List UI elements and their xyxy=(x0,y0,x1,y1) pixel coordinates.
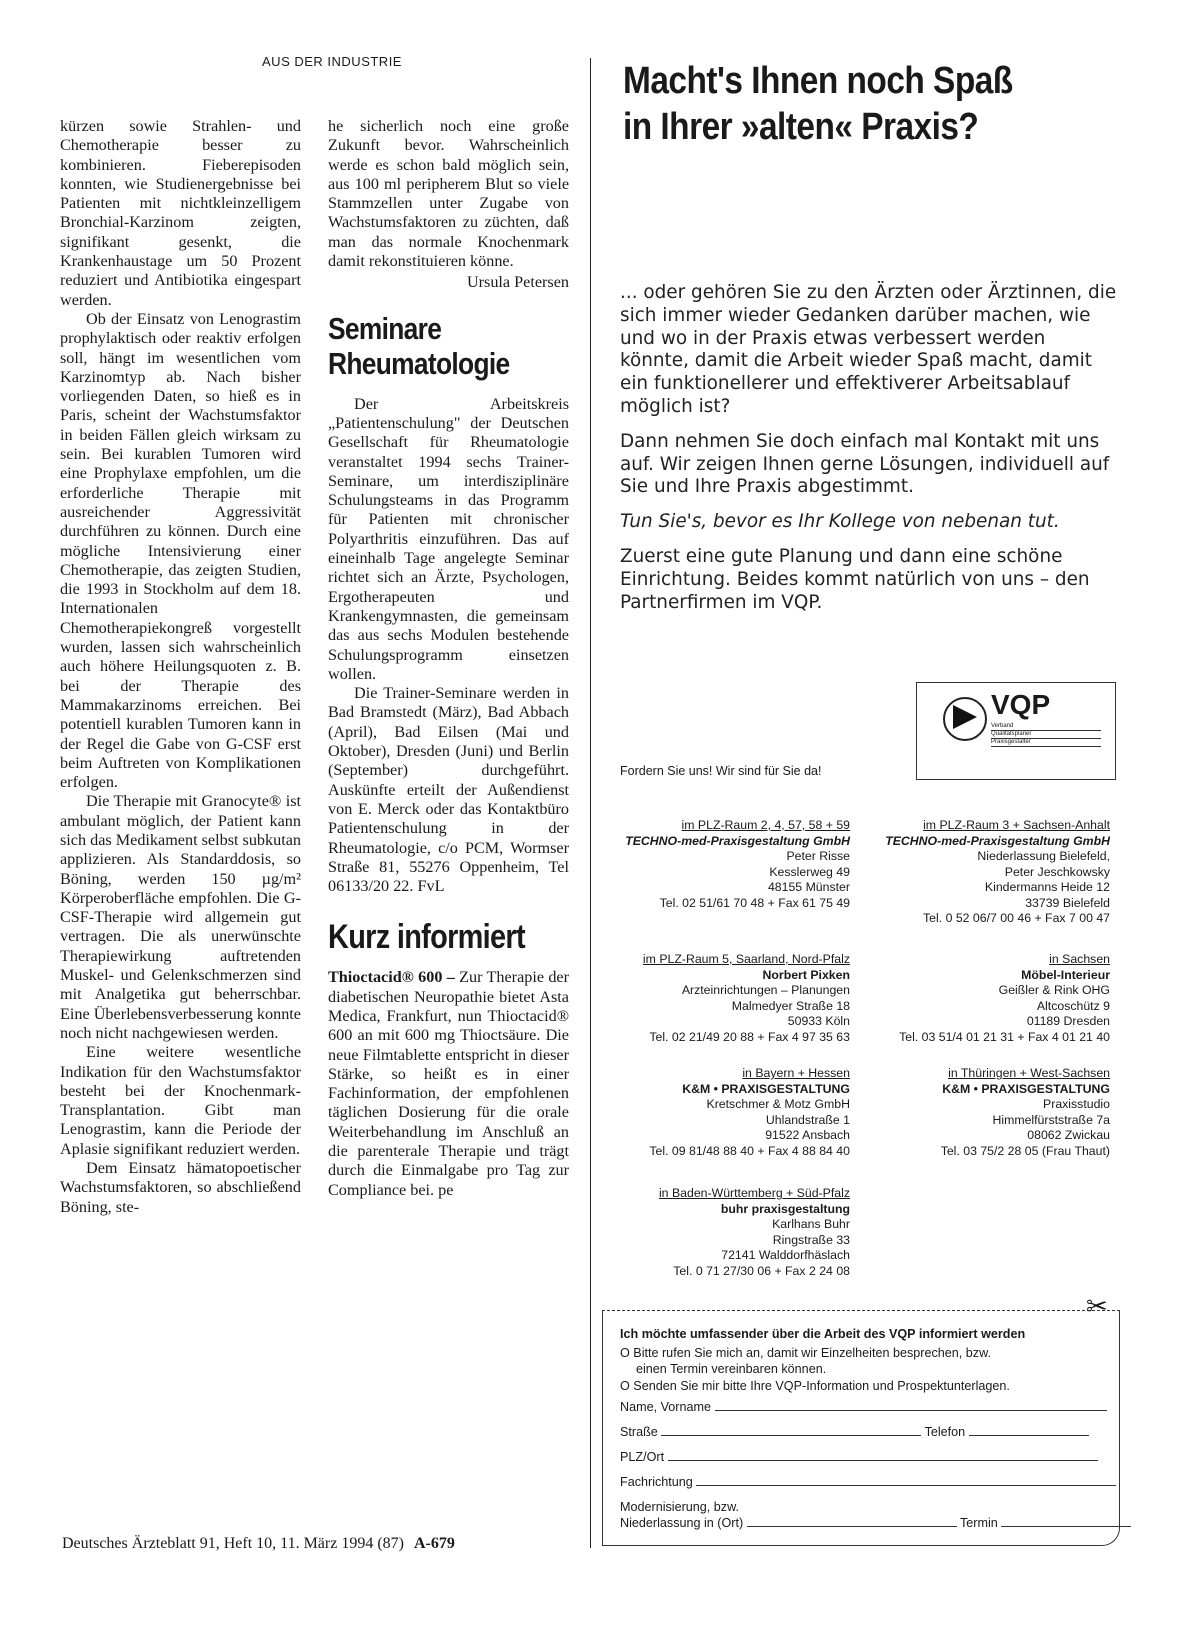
dealer-block: in Thüringen + West-Sachsen K&M • PRAXISGESTALTUNG Praxisstudio Himmelfürststraße 7a 08062 Zwickau Tel. 03 75/2 28 05 (Frau Thaut) xyxy=(940,1066,1110,1158)
article-column-2 xyxy=(328,117,569,1200)
logo-flag-icon xyxy=(951,701,981,731)
logo-subtitle: Verband Qualitätsplaner Praxisgestalter xyxy=(991,723,1101,747)
paragraph: he sicherlich noch eine große Zukunft bevor. Wahrscheinlich werde es schon bald möglich sein, aus 100 ml peripherem Blut so viele Stammzellen unter Zugabe von Wachstumsfaktoren zu züchten, daß man das normale Knochenmark damit rekonstituieren könne. xyxy=(328,117,569,271)
paragraph: Ob der Einsatz von Lenograstim prophylaktisch oder reaktiv erfolgen soll, hängt im wesentlichen vom Karzinomtyp ab. Nach bisher vorliegenden Daten, so hieß es in Paris, scheint der Wachstumsfaktor in beiden Fällen gleich wirksam zu sein. Bei kurablen Tumoren wird eine Prophylaxe empfohlen, um die erforderliche Therapie mit ausreichender Aggressivität durchführen zu können. Durch eine mögliche Intensivierung einer Chemotherapie, das zeigten Studien, die 1993 in Stockholm auf dem 18. Internationalen Chemotherapiekongreß vorgestellt wurden, lassen sich wahrscheinlich auch höhere Heilungsquoten z. B. bei der Therapie des Mammakarzinoms erreichen. Bei potentiell kurablen Tumoren kann in der Regel die Gabe von G-CSF erst beim Auftreten von Komplikationen erfolgen. xyxy=(60,309,301,792)
page-number: A-679 xyxy=(413,1535,455,1552)
dealer-block: im PLZ-Raum 2, 4, 57, 58 + 59 TECHNO-med-Praxisgestaltung GmbH Peter Risse Kesslerweg 49 48155 Münster Tel. 02 51/61 70 48 + Fax 61 75 49 xyxy=(625,818,850,910)
author-signature: Ursula Petersen xyxy=(466,273,569,292)
scissors-icon: ✂ xyxy=(1086,1292,1108,1322)
ad-paragraph: ... oder gehören Sie zu den Ärzten oder Ärztinnen, die sich immer wieder Gedanken darüber machen, wie und wo in der Praxis etwas verbessert werden könnte, damit die Arbeit wieder Spaß macht, damit ein funktionellerer und effektiverer Arbeitsablauf möglich ist? xyxy=(620,282,1117,417)
dealer-block: im PLZ-Raum 5, Saarland, Nord-Pfalz Norbert Pixken Arzteinrichtungen – Planungen Malmedyer Straße 18 50933 Köln Tel. 02 21/49 20 88 + Fax 4 97 35 63 xyxy=(642,952,850,1044)
page-footer xyxy=(62,1535,455,1553)
coupon-heading: Ich möchte umfassender über die Arbeit des VQP informiert werden xyxy=(620,1327,1026,1341)
section-header: AUS DER INDUSTRIE xyxy=(262,54,402,69)
option-send-info[interactable]: O Senden Sie mir bitte Ihre VQP-Information und Prospektunterlagen. xyxy=(620,1378,1010,1393)
ad-body xyxy=(620,282,1120,626)
paragraph: Eine weitere wesentliche Indikation für den Wachstumsfaktor besteht bei der Knochenmark-Transplantation. Gibt man Lenograstim, kann die Periode der Aplasie signifikant reduziert werden. xyxy=(60,1043,301,1158)
paragraph: Die Trainer-Seminare werden in Bad Bramstedt (März), Bad Abbach (April), Bad Eilsen (Mai und Oktober), Dresden (Juni) und Berlin (September) durchgeführt. Auskünfte erteilt der Außendienst von E. Merck oder das Kontaktbüro Patientenschulung in der Rheumatologie, c/o PCM, Wormser Straße 81, 55276 Oppenheim, Tel 06133/20 22. FvL xyxy=(328,684,569,896)
zip-city-field[interactable]: PLZ/Ort xyxy=(620,1450,1098,1464)
option-call-back-cont: einen Termin vereinbaren können. xyxy=(636,1362,827,1376)
ad-paragraph: Tun Sie's, bevor es Ihr Kollege von nebenan tut. xyxy=(620,511,1060,533)
modernization-label: Modernisierung, bzw. xyxy=(620,1500,740,1514)
specialty-field[interactable]: Fachrichtung xyxy=(620,1475,1116,1489)
journal-citation: Deutsches Ärzteblatt 91, Heft 10, 11. März 1994 (87) xyxy=(62,1535,404,1552)
coupon-options xyxy=(620,1326,1120,1394)
paragraph: Thioctacid® 600 – Zur Therapie der diabetischen Neuropathie bietet Asta Medica, Frankfurt, nun Thioctacid® 600 an mit 600 mg Thioctsäure. Die neue Filmtablette entspricht in dieser Stärke, so heißt es in einer Fachinformation, der empfohlenen täglichen Dosierung für die orale Weiterbehandlung im Anschluß an die parenterale Therapie und trägt durch die Einmalgabe pro Tag zur Compliance bei. pe xyxy=(328,968,570,1199)
dealer-block: in Bayern + Hessen K&M • PRAXISGESTALTUNG Kretschmer & Motz GmbH Uhlandstraße 1 91522 Ansbach Tel. 09 81/48 88 40 + Fax 4 88 84 40 xyxy=(649,1066,850,1158)
ad-tagline: Fordern Sie uns! Wir sind für Sie da! xyxy=(620,764,822,778)
product-name: Thioctacid® 600 – xyxy=(328,968,455,987)
dealer-block: im PLZ-Raum 3 + Sachsen-Anhalt TECHNO-med-Praxisgestaltung GmbH Niederlassung Bielefeld, Peter Jeschkowsky Kindermanns Heide 12 33739 Bielefeld Tel. 0 52 06/7 00 46 + Fax 7 00 47 xyxy=(885,818,1110,925)
article-column-1 xyxy=(60,117,301,1217)
heading-seminare: Seminare Rheumatologie xyxy=(328,310,510,381)
ad-title: Macht's Ihnen noch Spaß in Ihrer »alten« Praxis? xyxy=(623,60,1013,148)
ad-paragraph: Dann nehmen Sie doch einfach mal Kontakt mit uns auf. Wir zeigen Ihnen gerne Lösungen, individuell auf Sie und Ihre Praxis abgestimmt. xyxy=(620,430,1110,498)
location-date-field[interactable]: Niederlassung in (Ort) Termin xyxy=(620,1516,1131,1530)
paragraph: Der Arbeitskreis „Patientenschulung" der Deutschen Gesellschaft für Rheumatologie veranstaltet 1994 sechs Trainer-Seminare, um interdisziplinäre Schulungsteams in das Programm für Patienten mit chronischer Polyarthritis einzuführen. Das auf eineinhalb Tage angelegte Seminar richtet sich an Ärzte, Psychologen, Ergotherapeuten und Krankengymnasten, die gemeinsam das aus sechs Modulen bestehende Schulungsprogramm einsetzen wollen. xyxy=(328,394,569,683)
vqp-logo: VQP Verband Qualitätsplaner Praxisgestalter xyxy=(916,682,1116,780)
dealer-block: in Sachsen Möbel-Interieur Geißler & Rink OHG Altcoschütz 9 01189 Dresden Tel. 03 51/4 01 21 31 + Fax 4 01 21 40 xyxy=(899,952,1110,1044)
street-field[interactable]: Straße Telefon xyxy=(620,1425,1089,1439)
ad-paragraph: Zuerst eine gute Planung und dann eine schöne Einrichtung. Beides kommt natürlich von uns – den Partnerfirmen im VQP. xyxy=(620,545,1090,613)
paragraph: Dem Einsatz hämatopoetischer Wachstumsfaktoren, so abschließend Böning, ste- xyxy=(60,1159,301,1216)
heading-kurz-informiert: Kurz informiert xyxy=(328,918,525,957)
paragraph: kürzen sowie Strahlen- und Chemotherapie besser zu kombinieren. Fieberepisoden konnten, wie Studienergebnisse bei Patienten mit nichtkleinzelligem Bronchial-Karzinom zeigten, signifikant gesenkt, die Krankenhaustage um 50 Prozent reduziert und Antibiotika eingespart werden. xyxy=(60,117,301,309)
column-divider xyxy=(590,58,591,1548)
date-field-label: Termin xyxy=(959,1516,998,1530)
option-call-back[interactable]: O Bitte rufen Sie mich an, damit wir Einzelheiten besprechen, bzw. xyxy=(620,1345,991,1360)
phone-field-label: Telefon xyxy=(924,1425,966,1439)
dealer-block: in Baden-Württemberg + Süd-Pfalz buhr praxisgestaltung Karlhans Buhr Ringstraße 33 72141 Walddorfhäslach Tel. 0 71 27/30 06 + Fax 2 24 08 xyxy=(658,1186,850,1278)
name-field[interactable]: Name, Vorname xyxy=(620,1400,1107,1414)
paragraph: Die Therapie mit Granocyte® ist ambulant möglich, der Patient kann sich das Medikament selbst subkutan applizieren. Als Standarddosis, so Böning, werden 150 µg/m² Körperoberfläche empfohlen. Die G-CSF-Therapie wird allgemein gut vertragen. Die als unerwünschte Therapiewirkung auftretenden Muskel- und Gelenkschmerzen sind mit Analgetika gut beherrschbar. Eine Überlebensverbesserung konnte noch nicht nachgewiesen werden. xyxy=(60,792,301,1042)
